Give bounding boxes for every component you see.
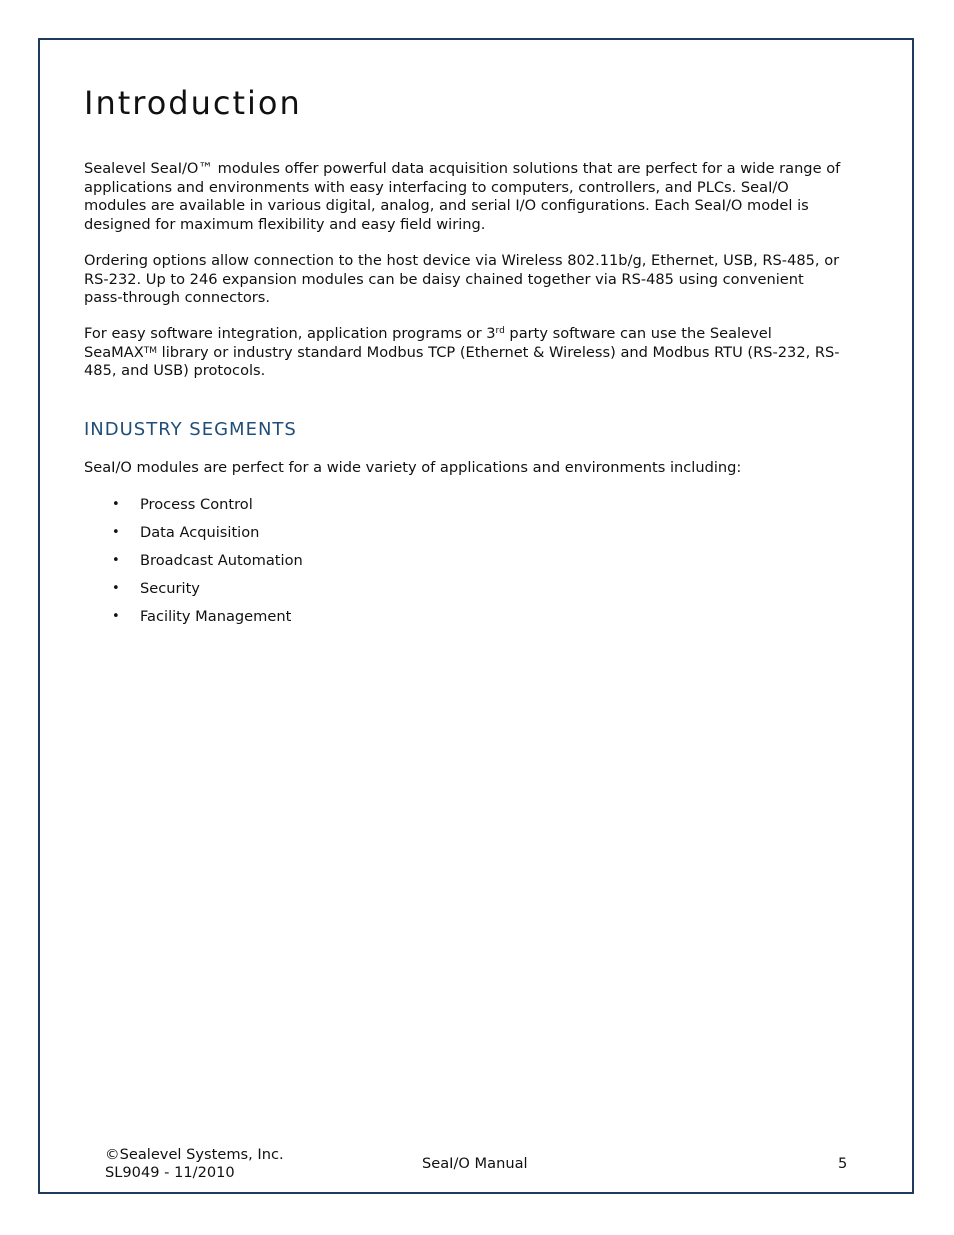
bullet-icon: • — [112, 553, 120, 568]
list-item — [84, 550, 303, 578]
list-item — [84, 578, 303, 606]
bullet-icon: • — [112, 525, 120, 540]
trademark-superscript: TM — [143, 345, 158, 356]
bullet-icon: • — [112, 581, 120, 596]
footer-page-number: 5 — [838, 1155, 848, 1172]
list-item-label: Security — [140, 580, 200, 597]
list-item-label: Data Acquisition — [140, 524, 260, 541]
footer-left — [105, 1146, 284, 1182]
segments-list — [84, 494, 303, 634]
footer-copyright: ©Sealevel Systems, Inc. — [105, 1146, 284, 1163]
list-item-label: Process Control — [140, 496, 253, 513]
footer-manual-name: SeaI/O Manual — [422, 1155, 528, 1172]
list-item — [84, 606, 303, 634]
list-item-label: Facility Management — [140, 608, 292, 625]
list-item — [84, 494, 303, 522]
ordinal-superscript: rd — [495, 326, 505, 336]
section-heading-industry-segments: INDUSTRY SEGMENTS — [84, 419, 297, 440]
paragraph-3-part-c: library or industry standard Modbus TCP (Ethernet & Wireless) and Modbus RTU (RS-232, RS-485, and USB) protocols. — [84, 343, 840, 379]
intro-paragraph-1: Sealevel SeaI/O™ modules offer powerful data acquisition solutions that are perfect for a wide range of applications and environments with easy interfacing to computers, controllers, and PLCs. SeaI/O modules are available in various digital, analog, and serial I/O configurations. Each SeaI/O model is designed for maximum flexibility and easy field wiring. — [84, 160, 841, 233]
intro-paragraph-2: Ordering options allow connection to the host device via Wireless 802.11b/g, Ethernet, USB, RS-485, or RS-232. Up to 246 expansion modules can be daisy chained together via RS-485 using convenient pass-through connectors. — [84, 252, 840, 306]
segments-intro: SeaI/O modules are perfect for a wide variety of applications and environments including: — [84, 459, 742, 476]
bullet-icon: • — [112, 497, 120, 512]
page-title: Introduction — [84, 84, 302, 122]
bullet-icon: • — [112, 609, 120, 624]
paragraph-3-part-b: party software can use the Sealevel SeaMAX — [84, 325, 772, 361]
footer-doc-number: SL9049 - 11/2010 — [105, 1164, 235, 1181]
list-item-label: Broadcast Automation — [140, 552, 303, 569]
paragraph-3-part-a: For easy software integration, application programs or 3 — [84, 325, 496, 342]
list-item — [84, 522, 303, 550]
intro-paragraph-3 — [84, 325, 844, 381]
